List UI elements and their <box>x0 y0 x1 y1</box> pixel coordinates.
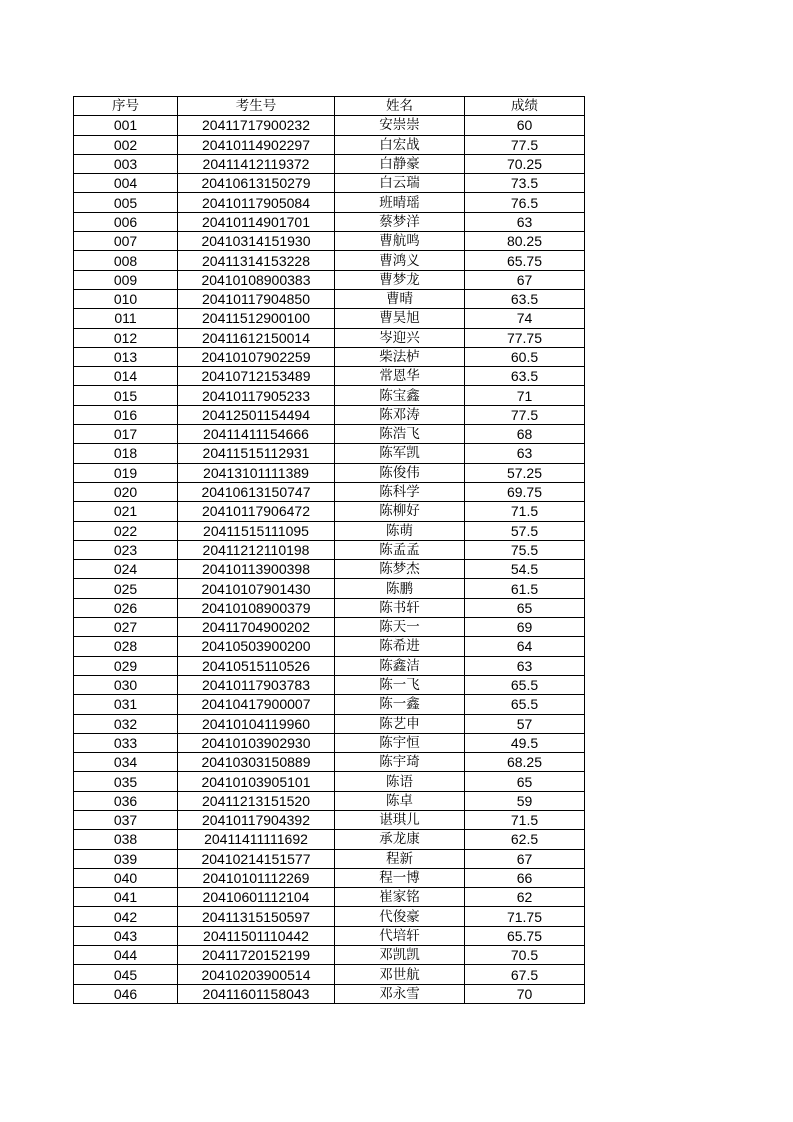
table-row <box>74 502 585 521</box>
exam-id-cell: 20410103902930 <box>178 733 335 752</box>
score-cell: 65 <box>465 772 585 791</box>
exam-id-cell: 20410303150889 <box>178 753 335 772</box>
table-row <box>74 637 585 656</box>
table-row <box>74 405 585 424</box>
name-cell: 代俊豪 <box>335 907 465 926</box>
score-cell: 60 <box>465 116 585 135</box>
exam-id-cell: 20411720152199 <box>178 946 335 965</box>
score-cell: 71.5 <box>465 810 585 829</box>
name-cell: 曹鸿义 <box>335 251 465 270</box>
table-row <box>74 656 585 675</box>
name-cell: 陈科学 <box>335 482 465 501</box>
table-row <box>74 270 585 289</box>
exam-id-cell: 20410613150747 <box>178 482 335 501</box>
seq-cell: 026 <box>74 598 178 617</box>
seq-cell: 020 <box>74 482 178 501</box>
exam-id-cell: 20411212110198 <box>178 540 335 559</box>
name-cell: 谌琪儿 <box>335 810 465 829</box>
seq-cell: 037 <box>74 810 178 829</box>
score-cell: 75.5 <box>465 540 585 559</box>
score-cell: 66 <box>465 868 585 887</box>
table-row <box>74 386 585 405</box>
exam-id-cell: 20411601158043 <box>178 984 335 1003</box>
exam-id-cell: 20410108900383 <box>178 270 335 289</box>
name-cell: 曹航鸣 <box>335 232 465 251</box>
seq-cell: 013 <box>74 347 178 366</box>
name-cell: 蔡梦洋 <box>335 212 465 231</box>
exam-id-cell: 20411512900100 <box>178 309 335 328</box>
table-row <box>74 598 585 617</box>
table-body <box>74 116 585 1004</box>
name-cell: 陈宝鑫 <box>335 386 465 405</box>
name-cell: 柴法栌 <box>335 347 465 366</box>
score-cell: 74 <box>465 309 585 328</box>
exam-id-cell: 20410117903783 <box>178 675 335 694</box>
exam-id-cell: 20410101112269 <box>178 868 335 887</box>
name-cell: 陈邓涛 <box>335 405 465 424</box>
score-cell: 80.25 <box>465 232 585 251</box>
score-cell: 71 <box>465 386 585 405</box>
seq-cell: 029 <box>74 656 178 675</box>
table-row <box>74 695 585 714</box>
seq-cell: 016 <box>74 405 178 424</box>
score-cell: 65.75 <box>465 926 585 945</box>
header-row <box>74 97 585 116</box>
score-cell: 70.25 <box>465 154 585 173</box>
seq-cell: 031 <box>74 695 178 714</box>
exam-id-cell: 20410114902297 <box>178 135 335 154</box>
score-cell: 60.5 <box>465 347 585 366</box>
score-cell: 54.5 <box>465 560 585 579</box>
score-cell: 69 <box>465 618 585 637</box>
exam-id-cell: 20410107901430 <box>178 579 335 598</box>
exam-id-cell: 20410117905084 <box>178 193 335 212</box>
exam-id-cell: 20410203900514 <box>178 965 335 984</box>
name-cell: 陈天一 <box>335 618 465 637</box>
table-row <box>74 425 585 444</box>
exam-id-cell: 20410104119960 <box>178 714 335 733</box>
score-cell: 65.75 <box>465 251 585 270</box>
name-cell: 陈书轩 <box>335 598 465 617</box>
seq-cell: 014 <box>74 367 178 386</box>
score-cell: 63 <box>465 212 585 231</box>
name-cell: 陈孟孟 <box>335 540 465 559</box>
table-row <box>74 328 585 347</box>
name-cell: 曹昊旭 <box>335 309 465 328</box>
seq-cell: 019 <box>74 463 178 482</box>
seq-cell: 038 <box>74 830 178 849</box>
score-cell: 77.5 <box>465 135 585 154</box>
seq-cell: 044 <box>74 946 178 965</box>
score-cell: 64 <box>465 637 585 656</box>
exam-id-cell: 20411515111095 <box>178 521 335 540</box>
name-cell: 邓世航 <box>335 965 465 984</box>
name-cell: 陈鹏 <box>335 579 465 598</box>
exam-id-cell: 20410107902259 <box>178 347 335 366</box>
score-cell: 76.5 <box>465 193 585 212</box>
score-cell: 77.5 <box>465 405 585 424</box>
table-row <box>74 251 585 270</box>
name-cell: 岑迎兴 <box>335 328 465 347</box>
table-row <box>74 830 585 849</box>
seq-cell: 012 <box>74 328 178 347</box>
score-cell: 57.5 <box>465 521 585 540</box>
exam-id-cell: 20411411111692 <box>178 830 335 849</box>
table-row <box>74 367 585 386</box>
seq-cell: 021 <box>74 502 178 521</box>
header-score: 成绩 <box>465 97 585 116</box>
table-row <box>74 946 585 965</box>
table-row <box>74 135 585 154</box>
seq-cell: 039 <box>74 849 178 868</box>
exam-id-cell: 20410117905233 <box>178 386 335 405</box>
exam-id-cell: 20410314151930 <box>178 232 335 251</box>
score-cell: 63.5 <box>465 289 585 308</box>
table-row <box>74 675 585 694</box>
table-row <box>74 772 585 791</box>
name-cell: 邓凯凯 <box>335 946 465 965</box>
score-cell: 69.75 <box>465 482 585 501</box>
name-cell: 陈宇琦 <box>335 753 465 772</box>
exam-id-cell: 20413101111389 <box>178 463 335 482</box>
table-row <box>74 521 585 540</box>
name-cell: 陈鑫洁 <box>335 656 465 675</box>
name-cell: 崔家铭 <box>335 888 465 907</box>
header-exam-id: 考生号 <box>178 97 335 116</box>
seq-cell: 046 <box>74 984 178 1003</box>
score-cell: 67 <box>465 849 585 868</box>
exam-id-cell: 20411515112931 <box>178 444 335 463</box>
name-cell: 曹梦龙 <box>335 270 465 289</box>
name-cell: 班晴瑶 <box>335 193 465 212</box>
exam-id-cell: 20410113900398 <box>178 560 335 579</box>
name-cell: 程新 <box>335 849 465 868</box>
score-cell: 68 <box>465 425 585 444</box>
table-row <box>74 810 585 829</box>
seq-cell: 002 <box>74 135 178 154</box>
score-cell: 57 <box>465 714 585 733</box>
table-row <box>74 849 585 868</box>
table-row <box>74 579 585 598</box>
seq-cell: 022 <box>74 521 178 540</box>
exam-id-cell: 20411717900232 <box>178 116 335 135</box>
seq-cell: 025 <box>74 579 178 598</box>
seq-cell: 003 <box>74 154 178 173</box>
seq-cell: 010 <box>74 289 178 308</box>
score-cell: 67 <box>465 270 585 289</box>
seq-cell: 008 <box>74 251 178 270</box>
seq-cell: 023 <box>74 540 178 559</box>
seq-cell: 036 <box>74 791 178 810</box>
name-cell: 常恩华 <box>335 367 465 386</box>
table-row <box>74 618 585 637</box>
score-cell: 70.5 <box>465 946 585 965</box>
seq-cell: 024 <box>74 560 178 579</box>
header-seq: 序号 <box>74 97 178 116</box>
seq-cell: 005 <box>74 193 178 212</box>
table-row <box>74 984 585 1003</box>
seq-cell: 045 <box>74 965 178 984</box>
name-cell: 陈柳好 <box>335 502 465 521</box>
name-cell: 陈语 <box>335 772 465 791</box>
seq-cell: 030 <box>74 675 178 694</box>
name-cell: 陈艺申 <box>335 714 465 733</box>
name-cell: 陈一鑫 <box>335 695 465 714</box>
seq-cell: 027 <box>74 618 178 637</box>
table-row <box>74 560 585 579</box>
table-row <box>74 212 585 231</box>
seq-cell: 007 <box>74 232 178 251</box>
name-cell: 陈一飞 <box>335 675 465 694</box>
name-cell: 代培轩 <box>335 926 465 945</box>
exam-id-cell: 20410117906472 <box>178 502 335 521</box>
name-cell: 安崇崇 <box>335 116 465 135</box>
name-cell: 曹晴 <box>335 289 465 308</box>
table-row <box>74 791 585 810</box>
score-cell: 63.5 <box>465 367 585 386</box>
score-cell: 62.5 <box>465 830 585 849</box>
score-cell: 49.5 <box>465 733 585 752</box>
name-cell: 邓永雪 <box>335 984 465 1003</box>
exam-id-cell: 20410417900007 <box>178 695 335 714</box>
table-row <box>74 174 585 193</box>
name-cell: 陈卓 <box>335 791 465 810</box>
table-row <box>74 116 585 135</box>
table-row <box>74 714 585 733</box>
exam-id-cell: 20411411154666 <box>178 425 335 444</box>
seq-cell: 011 <box>74 309 178 328</box>
table-row <box>74 926 585 945</box>
table-row <box>74 232 585 251</box>
score-table <box>73 96 585 1004</box>
seq-cell: 028 <box>74 637 178 656</box>
exam-id-cell: 20412501154494 <box>178 405 335 424</box>
seq-cell: 001 <box>74 116 178 135</box>
name-cell: 陈宇恒 <box>335 733 465 752</box>
exam-id-cell: 20411315150597 <box>178 907 335 926</box>
exam-id-cell: 20410712153489 <box>178 367 335 386</box>
seq-cell: 033 <box>74 733 178 752</box>
table-row <box>74 347 585 366</box>
seq-cell: 034 <box>74 753 178 772</box>
name-cell: 白宏战 <box>335 135 465 154</box>
score-cell: 63 <box>465 444 585 463</box>
exam-id-cell: 20410108900379 <box>178 598 335 617</box>
name-cell: 承龙康 <box>335 830 465 849</box>
seq-cell: 017 <box>74 425 178 444</box>
name-cell: 陈俊伟 <box>335 463 465 482</box>
exam-id-cell: 20411412119372 <box>178 154 335 173</box>
seq-cell: 004 <box>74 174 178 193</box>
score-cell: 71.5 <box>465 502 585 521</box>
score-cell: 77.75 <box>465 328 585 347</box>
score-cell: 62 <box>465 888 585 907</box>
table-row <box>74 444 585 463</box>
seq-cell: 035 <box>74 772 178 791</box>
name-cell: 白静豪 <box>335 154 465 173</box>
exam-id-cell: 20410114901701 <box>178 212 335 231</box>
seq-cell: 043 <box>74 926 178 945</box>
seq-cell: 032 <box>74 714 178 733</box>
score-cell: 68.25 <box>465 753 585 772</box>
name-cell: 陈军凯 <box>335 444 465 463</box>
table-row <box>74 868 585 887</box>
name-cell: 程一博 <box>335 868 465 887</box>
table-row <box>74 289 585 308</box>
table-row <box>74 309 585 328</box>
table-row <box>74 733 585 752</box>
score-cell: 70 <box>465 984 585 1003</box>
score-cell: 73.5 <box>465 174 585 193</box>
score-cell: 65 <box>465 598 585 617</box>
table-row <box>74 154 585 173</box>
table-row <box>74 888 585 907</box>
exam-id-cell: 20410503900200 <box>178 637 335 656</box>
exam-id-cell: 20410214151577 <box>178 849 335 868</box>
score-cell: 67.5 <box>465 965 585 984</box>
header-name: 姓名 <box>335 97 465 116</box>
exam-id-cell: 20411213151520 <box>178 791 335 810</box>
score-cell: 71.75 <box>465 907 585 926</box>
score-cell: 61.5 <box>465 579 585 598</box>
score-cell: 65.5 <box>465 675 585 694</box>
seq-cell: 015 <box>74 386 178 405</box>
score-cell: 59 <box>465 791 585 810</box>
seq-cell: 042 <box>74 907 178 926</box>
exam-id-cell: 20411501110442 <box>178 926 335 945</box>
exam-id-cell: 20410117904392 <box>178 810 335 829</box>
score-cell: 65.5 <box>465 695 585 714</box>
exam-id-cell: 20410515110526 <box>178 656 335 675</box>
name-cell: 白云瑞 <box>335 174 465 193</box>
score-cell: 63 <box>465 656 585 675</box>
exam-id-cell: 20411704900202 <box>178 618 335 637</box>
exam-id-cell: 20411314153228 <box>178 251 335 270</box>
exam-id-cell: 20410117904850 <box>178 289 335 308</box>
table-row <box>74 482 585 501</box>
exam-id-cell: 20411612150014 <box>178 328 335 347</box>
table-row <box>74 965 585 984</box>
seq-cell: 041 <box>74 888 178 907</box>
table-row <box>74 463 585 482</box>
table-row <box>74 540 585 559</box>
table-row <box>74 907 585 926</box>
seq-cell: 040 <box>74 868 178 887</box>
name-cell: 陈浩飞 <box>335 425 465 444</box>
seq-cell: 009 <box>74 270 178 289</box>
name-cell: 陈希进 <box>335 637 465 656</box>
name-cell: 陈梦杰 <box>335 560 465 579</box>
name-cell: 陈萌 <box>335 521 465 540</box>
score-cell: 57.25 <box>465 463 585 482</box>
seq-cell: 006 <box>74 212 178 231</box>
exam-id-cell: 20410613150279 <box>178 174 335 193</box>
table-row <box>74 193 585 212</box>
exam-id-cell: 20410103905101 <box>178 772 335 791</box>
exam-id-cell: 20410601112104 <box>178 888 335 907</box>
seq-cell: 018 <box>74 444 178 463</box>
table-row <box>74 753 585 772</box>
